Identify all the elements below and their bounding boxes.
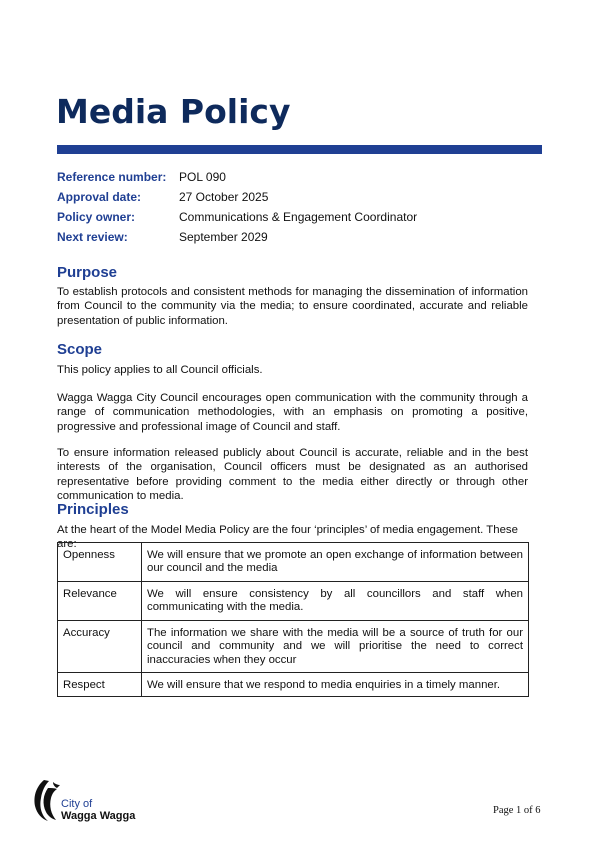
meta-label: Policy owner: [57, 210, 136, 224]
logo-wordmark [61, 798, 135, 822]
principle-term: Openness [58, 543, 142, 582]
meta-label: Approval date: [57, 190, 142, 204]
principle-term: Respect [58, 673, 142, 697]
meta-value: POL 090 [179, 170, 226, 184]
policy-metadata [57, 169, 542, 249]
meta-row-reference [57, 169, 542, 189]
table-row [58, 621, 529, 673]
page-number: Page 1 of 6 [493, 805, 541, 816]
meta-value: September 2029 [179, 230, 268, 244]
logo-line-city: City of [61, 798, 93, 810]
principle-term: Accuracy [58, 621, 142, 673]
principle-description: We will ensure consistency by all councillors and staff when communicating with the media. [142, 582, 529, 621]
meta-row-next-review [57, 229, 542, 249]
crow-emblem-icon [30, 778, 60, 822]
meta-value: 27 October 2025 [179, 190, 269, 204]
principles-intro: At the heart of the Model Media Policy are the four ‘principles’ of media engagement. These are: [57, 524, 518, 551]
scope-paragraph: To ensure information released publicly about Council is accurate, reliable and in the best interests of the organisation, Council officers must be designated as an authorised representative before providing comment to the media either directly or through other communication to media. [57, 447, 528, 502]
principles-table [57, 542, 529, 697]
principle-term: Relevance [58, 582, 142, 621]
meta-label: Reference number: [57, 170, 167, 184]
meta-row-policy-owner [57, 209, 542, 229]
page-title: Media Policy [56, 92, 291, 131]
scope-paragraph: This policy applies to all Council officials. [57, 364, 263, 376]
section-heading-purpose: Purpose [57, 264, 118, 281]
title-rule [57, 145, 542, 154]
section-heading-principles: Principles [57, 501, 129, 518]
principle-description: We will ensure that we respond to media enquiries in a timely manner. [142, 673, 529, 697]
section-heading-scope: Scope [57, 341, 103, 358]
principle-description: We will ensure that we promote an open exchange of information between our council and the media [142, 543, 529, 582]
table-row [58, 582, 529, 621]
meta-value: Communications & Engagement Coordinator [179, 210, 418, 224]
scope-paragraph: Wagga Wagga City Council encourages open communication with the community through a range of communication methodologies, with an emphasis on promoting a positive, progressive and professional image of Council and staff. [57, 392, 528, 433]
logo-line-name: Wagga Wagga [61, 810, 136, 822]
purpose-paragraph: To establish protocols and consistent methods for managing the dissemination of information from Council to the community via the media; to ensure coordinated, accurate and reliable presentation of public information. [57, 286, 528, 327]
meta-label: Next review: [57, 230, 128, 244]
table-row [58, 673, 529, 697]
table-row [58, 543, 529, 582]
principle-description: The information we share with the media will be a source of truth for our council and community and we will prioritise the need to correct inaccuracies when they occur [142, 621, 529, 673]
meta-row-approval-date [57, 189, 542, 209]
